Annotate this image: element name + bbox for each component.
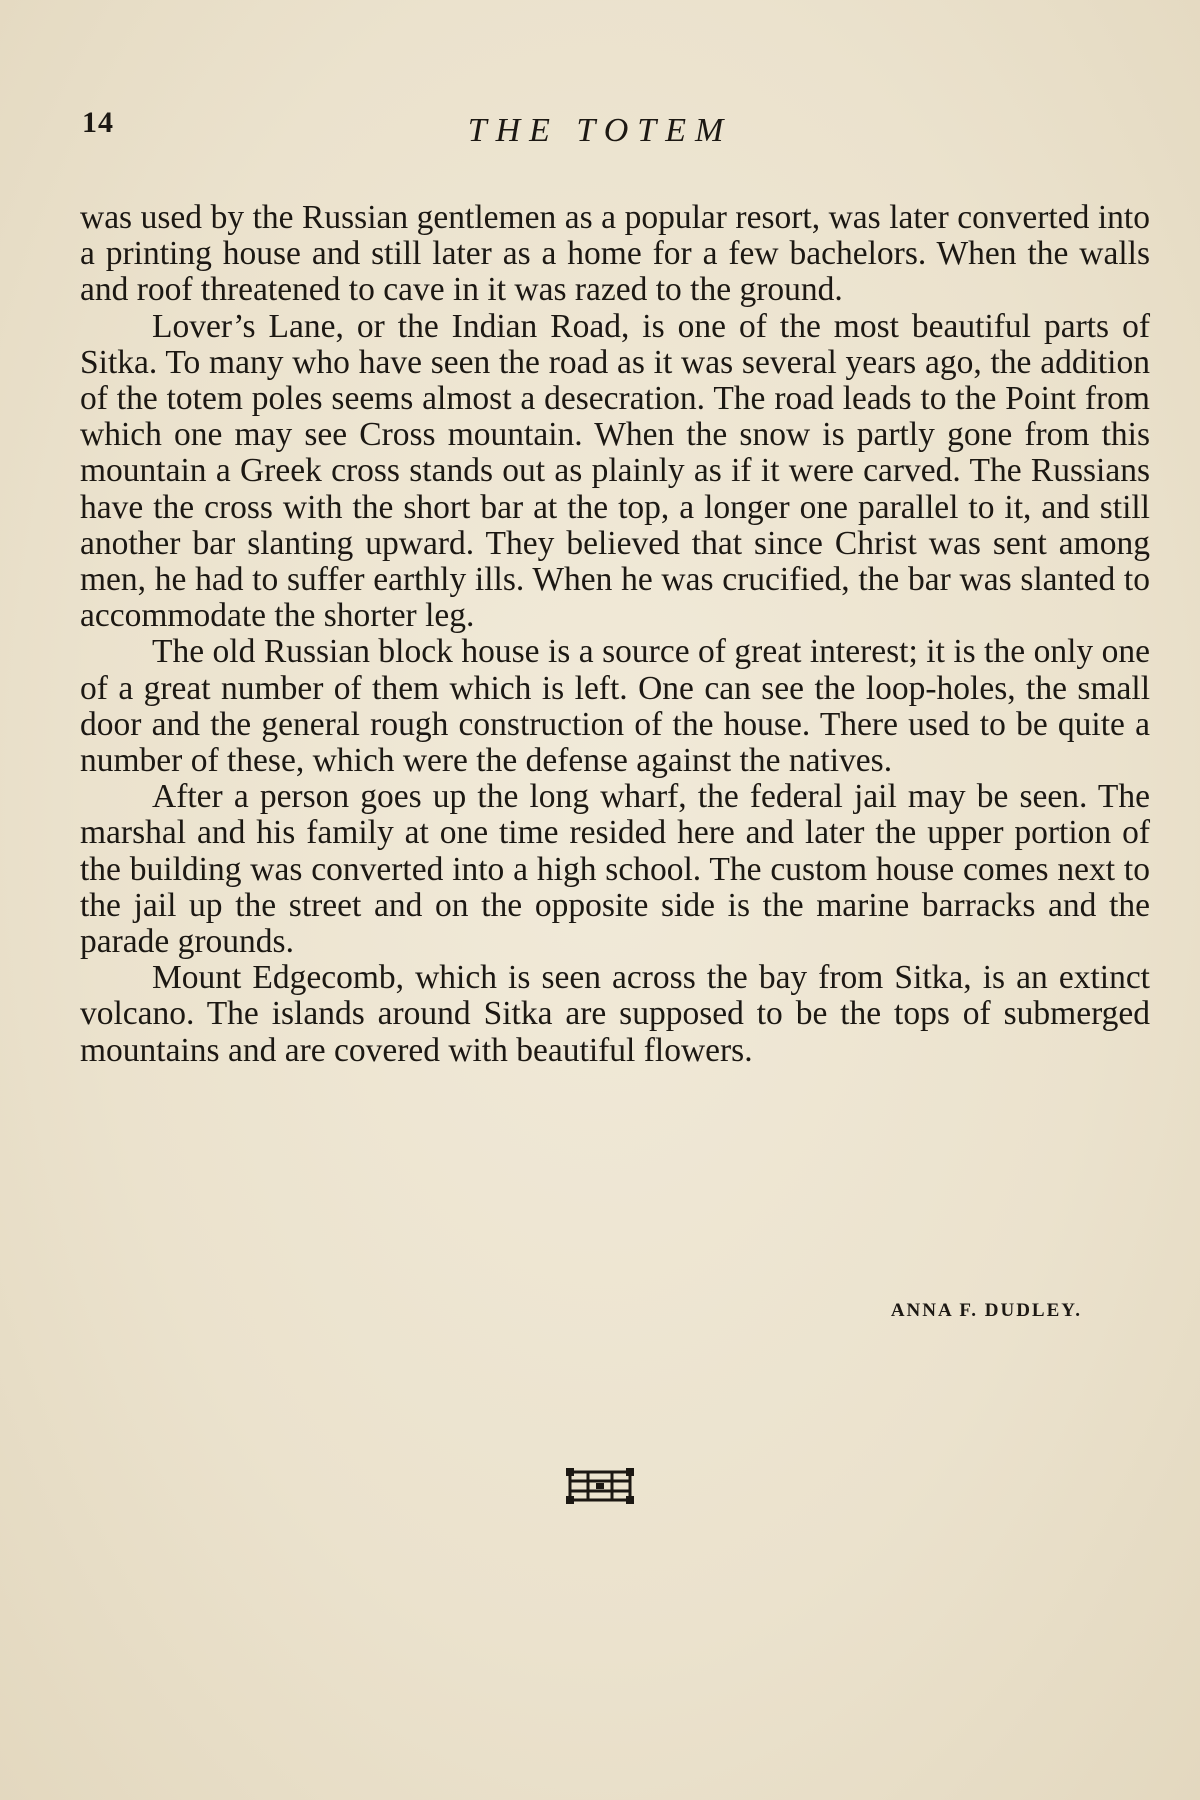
printers-ornament-icon	[566, 1468, 634, 1509]
paragraph-federal-jail: After a person goes up the long wharf, the federal jail may be seen. The marshal and his family at one time resided here and later the upper portion of the building was converted into a high school. The custom house comes next to the jail up the street and on the opposite side is the marine barracks and the parade grounds.	[80, 778, 1150, 961]
article-body	[80, 200, 1150, 1069]
paragraph-mount-edgecomb: Mount Edgecomb, which is seen across the bay from Sitka, is an extinct volcano. The islands around Sitka are supposed to be the tops of submerged mountains and are covered with beautiful flowers.	[80, 959, 1150, 1069]
paragraph-block-house: The old Russian block house is a source of great interest; it is the only one of a great number of them which is left. One can see the loop-holes, the small door and the general rough construction of the house. There used to be quite a number of these, which were the defense against the natives.	[80, 633, 1150, 780]
page-number: 14	[82, 106, 114, 139]
paragraph-lovers-lane: Lover’s Lane, or the Indian Road, is one of the most beautiful parts of Sitka. To many who have seen the road as it was several years ago, the addition of the totem poles seems almost a desecration. The road leads to the Point from which one may see Cross mountain. When the snow is partly gone from this mountain a Greek cross stands out as plainly as if it were carved. The Russians have the cross with the short bar at the top, a longer one parallel to it, and still another bar slanting upward. They believed that since Christ was sent among men, he had to suffer earthly ills. When he was crucified, the bar was slanted to accommodate the shorter leg.	[80, 307, 1150, 635]
author-signature: ANNA F. DUDLEY.	[890, 1300, 1082, 1321]
running-title: THE TOTEM	[467, 112, 733, 149]
paragraph-continued: was used by the Russian gentlemen as a popular resort, was later converted into a printing house and still later as a home for a few bachelors. When the walls and roof threatened to cave in it was razed to the ground.	[80, 199, 1150, 309]
